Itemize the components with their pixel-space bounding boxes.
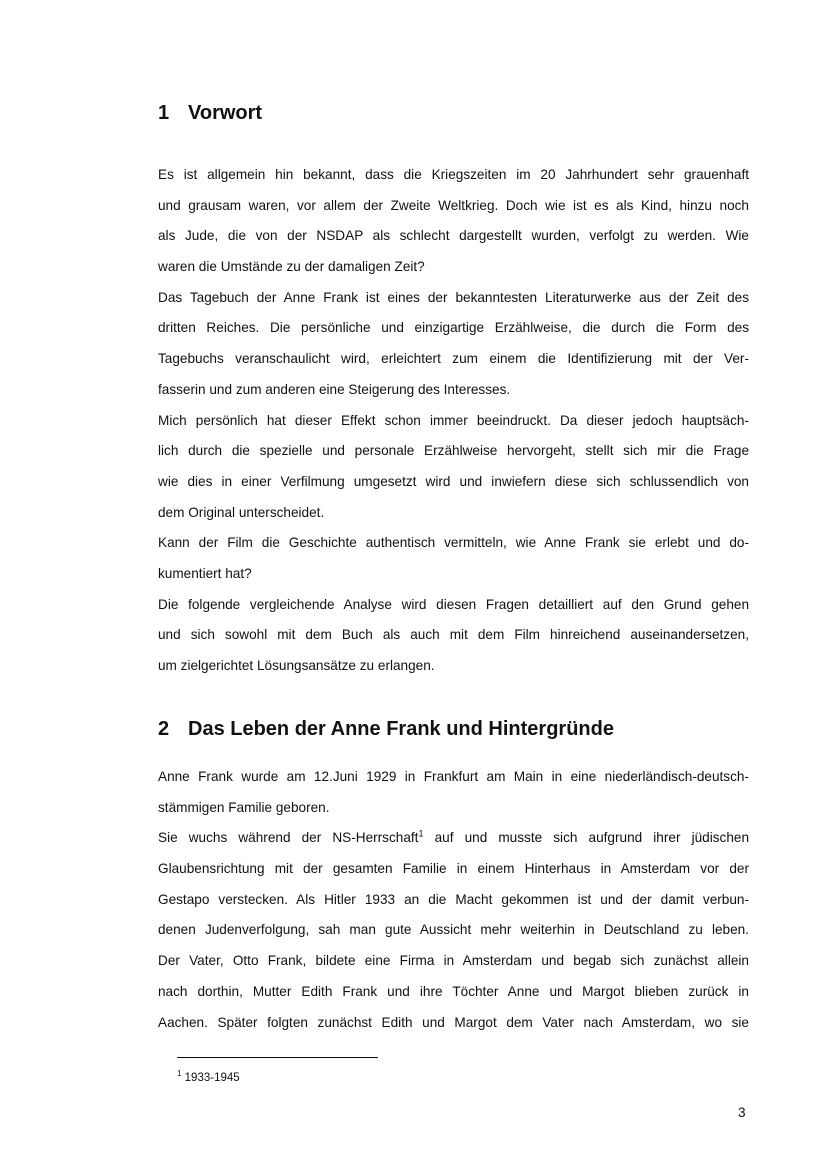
text-line: Der Vater, Otto Frank, bildete eine Firma in Amsterdam und begab sich zunächst allein: [158, 953, 749, 969]
text-line: Aachen. Später folgten zunächst Edith und Margot dem Vater nach Amsterdam, wo sie: [158, 1014, 749, 1030]
text-line: Anne Frank wurde am 12.Juni 1929 in Frankfurt am Main in eine niederländisch-deutsch-: [158, 769, 749, 784]
footnote-separator: [177, 1057, 378, 1058]
text-line: und sich sowohl mit dem Buch als auch mit dem Film hinreichend auseinandersetzen,: [158, 627, 749, 643]
section-title: Das Leben der Anne Frank und Hintergründe: [188, 718, 614, 740]
text-line: und grausam waren, vor allem der Zweite Weltkrieg. Doch wie ist es als Kind, hinzu noch: [158, 197, 749, 213]
text-line: denen Judenverfolgung, sah man gute Aussicht mehr weiterhin in Deutschland zu leben.: [158, 922, 749, 938]
text-line: Es ist allgemein hin bekannt, dass die Kriegszeiten im 20 Jahrhundert sehr grauenhaft: [158, 167, 749, 182]
text-line: kumentiert hat?: [158, 565, 252, 581]
page-number: 3: [738, 1105, 746, 1120]
footnote-reference[interactable]: 1: [418, 828, 424, 839]
section-title: Vorwort: [188, 102, 263, 124]
text-line: Kann der Film die Geschichte authentisch vermitteln, wie Anne Frank sie erlebt und do-: [158, 535, 749, 551]
text-line: als Jude, die von der NSDAP als schlecht dargestellt wurden, verfolgt zu werden. Wie: [158, 228, 749, 244]
text-line: Mich persönlich hat dieser Effekt schon immer beeindruckt. Da dieser jedoch hauptsäch-: [158, 412, 749, 428]
text-line: stämmigen Familie geboren.: [158, 799, 330, 815]
text-line: lich durch die spezielle und personale Erzählweise hervorgeht, stellt sich mir die Frage: [158, 443, 749, 459]
text-line: um zielgerichtet Lösungsansätze zu erlangen.: [158, 658, 435, 673]
text-line: Die folgende vergleichende Analyse wird diesen Fragen detailliert auf den Grund gehen: [158, 596, 749, 612]
text-fragment: Sie wuchs während der NS-Herrschaft: [158, 830, 419, 846]
text-line: waren die Umstände zu der damaligen Zeit?: [158, 259, 425, 275]
text-line-with-footnote: [158, 823, 749, 854]
text-line: Das Tagebuch der Anne Frank ist eines der bekanntesten Literaturwerke aus der Zeit des: [158, 289, 749, 305]
text-line: Tagebuchs veranschaulicht wird, erleichtert zum einem die Identifizierung mit der Ver-: [158, 351, 749, 367]
section-number: 1: [158, 102, 170, 124]
footnote: [177, 1071, 240, 1085]
text-line: Gestapo verstecken. Als Hitler 1933 an die Macht gekommen ist und der damit verbun-: [158, 891, 749, 907]
text-line: nach dorthin, Mutter Edith Frank und ihre Töchter Anne und Margot blieben zurück in: [158, 983, 749, 999]
leben-body: [158, 762, 749, 1038]
text-line: dritten Reiches. Die persönliche und einzigartige Erzählweise, die durch die Form des: [158, 320, 749, 336]
section-heading-leben: [158, 716, 614, 742]
section-heading-vorwort: [158, 100, 262, 126]
text-fragment: auf und musste sich aufgrund ihrer jüdischen: [423, 830, 749, 846]
text-line: dem Original unterscheidet.: [158, 504, 325, 520]
vorwort-body: [158, 160, 749, 682]
section-number: 2: [158, 718, 170, 740]
text-line: wie dies in einer Verfilmung umgesetzt wird und inwiefern diese sich schlussendlich von: [158, 473, 749, 489]
footnote-text: 1933-1945: [184, 1072, 240, 1084]
text-line: fasserin und zum anderen eine Steigerung des Interesses.: [158, 381, 511, 397]
footnote-marker: 1: [177, 1069, 182, 1079]
text-line: Glaubensrichtung mit der gesamten Familie in einem Hinterhaus in Amsterdam vor der: [158, 861, 749, 877]
